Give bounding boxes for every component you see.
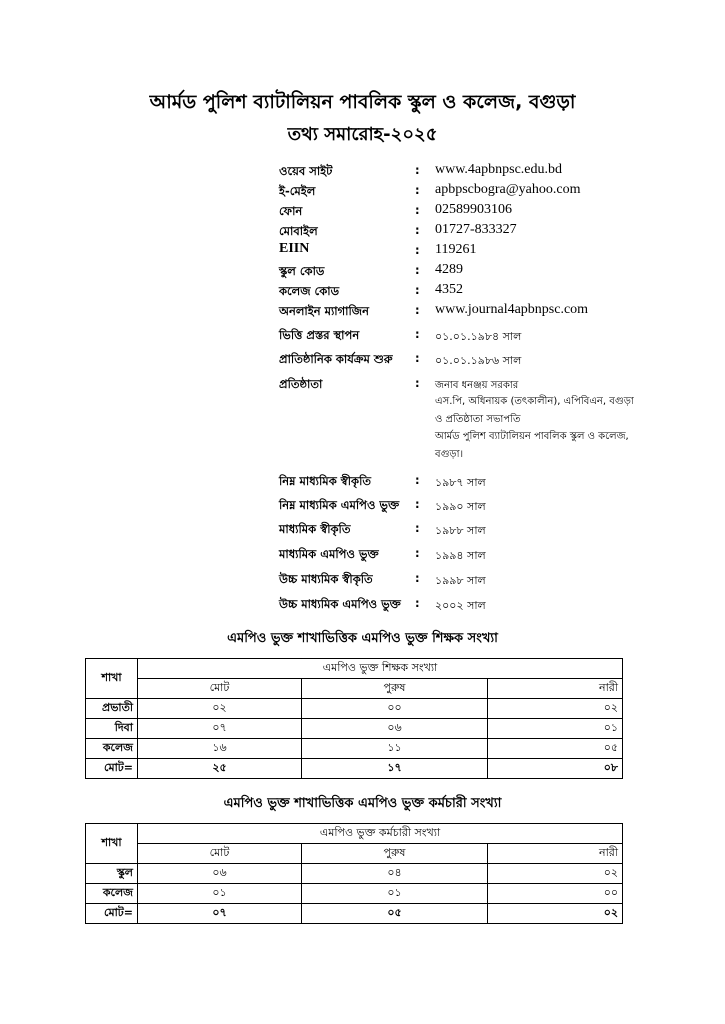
branch-cell: মোট= [86, 759, 138, 779]
table-row [86, 739, 623, 759]
info-label: প্রাতিষ্ঠানিক কার্যক্রম শুরু [279, 352, 393, 366]
info-row-eiin [279, 243, 679, 263]
table-total-row [86, 759, 623, 779]
info-row-school-code [279, 263, 679, 283]
teachers-section-title: এমপিও ভুক্ত শাখাভিত্তিক এমপিও ভুক্ত শিক্ষক সংখ্যা [227, 631, 498, 646]
info-row-website [279, 163, 679, 183]
column-header-female: নারী [488, 844, 623, 864]
info-colon: : [415, 521, 420, 535]
recognition-value: ১৯৮৮ সাল [435, 524, 486, 537]
recognition-label: মাধ্যমিক এমপিও ভুক্ত [279, 547, 379, 561]
info-row-mobile [279, 223, 679, 243]
info-row-phone [279, 203, 679, 223]
founder-line: এস.পি, অধিনায়ক (তৎকালীন), এপিবিএন, বগুড়া [435, 396, 634, 407]
total-cell: ০৭ [138, 904, 302, 924]
activity-start-value: ০১.০১.১৯৮৬ সাল [435, 354, 522, 367]
female-cell: ০১ [488, 719, 623, 739]
info-label: EIIN [279, 241, 310, 256]
branch-cell: কলেজ [86, 739, 138, 759]
info-label: ভিত্তি প্রস্তর স্থাপন [279, 328, 360, 342]
info-label: অনলাইন ম্যাগাজিন [279, 304, 369, 318]
foundation-stone-value: ০১.০১.১৯৮৪ সাল [435, 330, 522, 343]
page-subtitle: তথ্য সমারোহ-২০২৫ [287, 124, 438, 145]
eiin-value: 119261 [435, 242, 477, 257]
male-cell: ০৪ [302, 864, 488, 884]
info-row-activity-start [279, 351, 679, 371]
info-row-college-code [279, 283, 679, 303]
male-cell: ০৬ [302, 719, 488, 739]
recognition-row [279, 521, 679, 541]
recognition-row [279, 571, 679, 591]
table-row [86, 864, 623, 884]
table-row [86, 719, 623, 739]
total-cell: ০৬ [138, 864, 302, 884]
info-colon: : [415, 263, 420, 277]
total-cell: ১৬ [138, 739, 302, 759]
total-cell: ০২ [138, 699, 302, 719]
info-colon: : [415, 497, 420, 511]
branch-cell: মোট= [86, 904, 138, 924]
staff-section-title: এমপিও ভুক্ত শাখাভিত্তিক এমপিও ভুক্ত কর্মচারী সংখ্যা [223, 796, 502, 811]
recognition-row [279, 596, 679, 616]
page-title: আর্মড পুলিশ ব্যাটালিয়ন পাবলিক স্কুল ও কলেজ, বগুড়া [149, 91, 576, 113]
info-label: ফোন [279, 204, 303, 218]
female-cell: ০২ [488, 904, 623, 924]
founder-line: ও প্রতিষ্ঠাতা সভাপতি [435, 413, 521, 425]
column-header-male: পুরুষ [302, 844, 488, 864]
recognition-label: উচ্চ মাধ্যমিক স্বীকৃতি [279, 572, 373, 586]
female-cell: ০৮ [488, 759, 623, 779]
college-code-value: 4352 [435, 282, 463, 297]
column-header-male: পুরুষ [302, 679, 488, 699]
column-header-total: মোট [138, 844, 302, 864]
info-label: স্কুল কোড [279, 264, 325, 278]
male-cell: ১৭ [302, 759, 488, 779]
info-label: ই-মেইল [279, 184, 316, 198]
info-colon: : [415, 183, 420, 197]
info-colon: : [415, 546, 420, 560]
recognition-row [279, 497, 679, 517]
email-value: apbpscbogra@yahoo.com [435, 182, 581, 197]
info-colon: : [415, 327, 420, 341]
total-cell: ২৫ [138, 759, 302, 779]
total-cell: ০৭ [138, 719, 302, 739]
male-cell: ০০ [302, 699, 488, 719]
column-header-female: নারী [488, 679, 623, 699]
founder-name: জনাব ধনঞ্জয় সরকার [435, 380, 519, 391]
male-cell: ১১ [302, 739, 488, 759]
info-colon: : [415, 243, 420, 257]
founder-line: আর্মড পুলিশ ব্যাটালিয়ন পাবলিক স্কুল ও কলেজ, [435, 431, 629, 442]
male-cell: ০১ [302, 884, 488, 904]
recognition-label: উচ্চ মাধ্যমিক এমপিও ভুক্ত [279, 597, 401, 611]
recognition-value: ১৯৯৪ সাল [435, 549, 486, 562]
branch-cell: স্কুল [86, 864, 138, 884]
female-cell: ০২ [488, 864, 623, 884]
info-colon: : [415, 203, 420, 217]
table-row [86, 699, 623, 719]
group-header: এমপিও ভুক্ত কর্মচারী সংখ্যা [138, 824, 623, 844]
info-colon: : [415, 376, 420, 390]
founder-details [435, 393, 675, 463]
recognition-label: নিম্ন মাধ্যমিক এমপিও ভুক্ত [279, 498, 400, 512]
recognition-row [279, 546, 679, 566]
branch-header: শাখা [86, 824, 138, 864]
table-row [86, 884, 623, 904]
info-colon: : [415, 351, 420, 365]
info-row-email [279, 183, 679, 203]
info-label: কলেজ কোড [279, 284, 340, 298]
branch-cell: প্রভাতী [86, 699, 138, 719]
info-colon: : [415, 571, 420, 585]
info-colon: : [415, 303, 420, 317]
recognition-value: ১৯৯৮ সাল [435, 574, 486, 587]
mobile-value: 01727-833327 [435, 222, 517, 237]
info-colon: : [415, 283, 420, 297]
info-colon: : [415, 596, 420, 610]
info-label: প্রতিষ্ঠাতা [279, 377, 323, 391]
info-colon: : [415, 473, 420, 487]
info-row-foundation-stone [279, 327, 679, 347]
female-cell: ০০ [488, 884, 623, 904]
info-label: মোবাইল [279, 224, 318, 238]
teachers-table [85, 658, 623, 779]
website-value: www.4apbnpsc.edu.bd [435, 162, 563, 177]
recognition-value: ১৯৮৭ সাল [435, 476, 486, 489]
branch-cell: কলেজ [86, 884, 138, 904]
recognition-label: নিম্ন মাধ্যমিক স্বীকৃতি [279, 474, 371, 488]
info-colon: : [415, 223, 420, 237]
group-header: এমপিও ভুক্ত শিক্ষক সংখ্যা [138, 659, 623, 679]
recognition-row [279, 473, 679, 493]
founder-line: বগুড়া। [435, 448, 464, 460]
info-colon: : [415, 163, 420, 177]
male-cell: ০৫ [302, 904, 488, 924]
magazine-value: www.journal4apbnpsc.com [435, 302, 589, 317]
recognition-label: মাধ্যমিক স্বীকৃতি [279, 522, 351, 536]
info-row-magazine [279, 303, 679, 323]
column-header-total: মোট [138, 679, 302, 699]
branch-header: শাখা [86, 659, 138, 699]
table-total-row [86, 904, 623, 924]
staff-table [85, 823, 623, 924]
info-label: ওয়েব সাইট [279, 164, 333, 178]
branch-cell: দিবা [86, 719, 138, 739]
school-code-value: 4289 [435, 262, 463, 277]
total-cell: ০১ [138, 884, 302, 904]
female-cell: ০২ [488, 699, 623, 719]
female-cell: ০৫ [488, 739, 623, 759]
phone-value: 02589903106 [435, 202, 512, 217]
recognition-value: ১৯৯০ সাল [435, 500, 486, 513]
recognition-value: ২০০২ সাল [435, 599, 486, 612]
